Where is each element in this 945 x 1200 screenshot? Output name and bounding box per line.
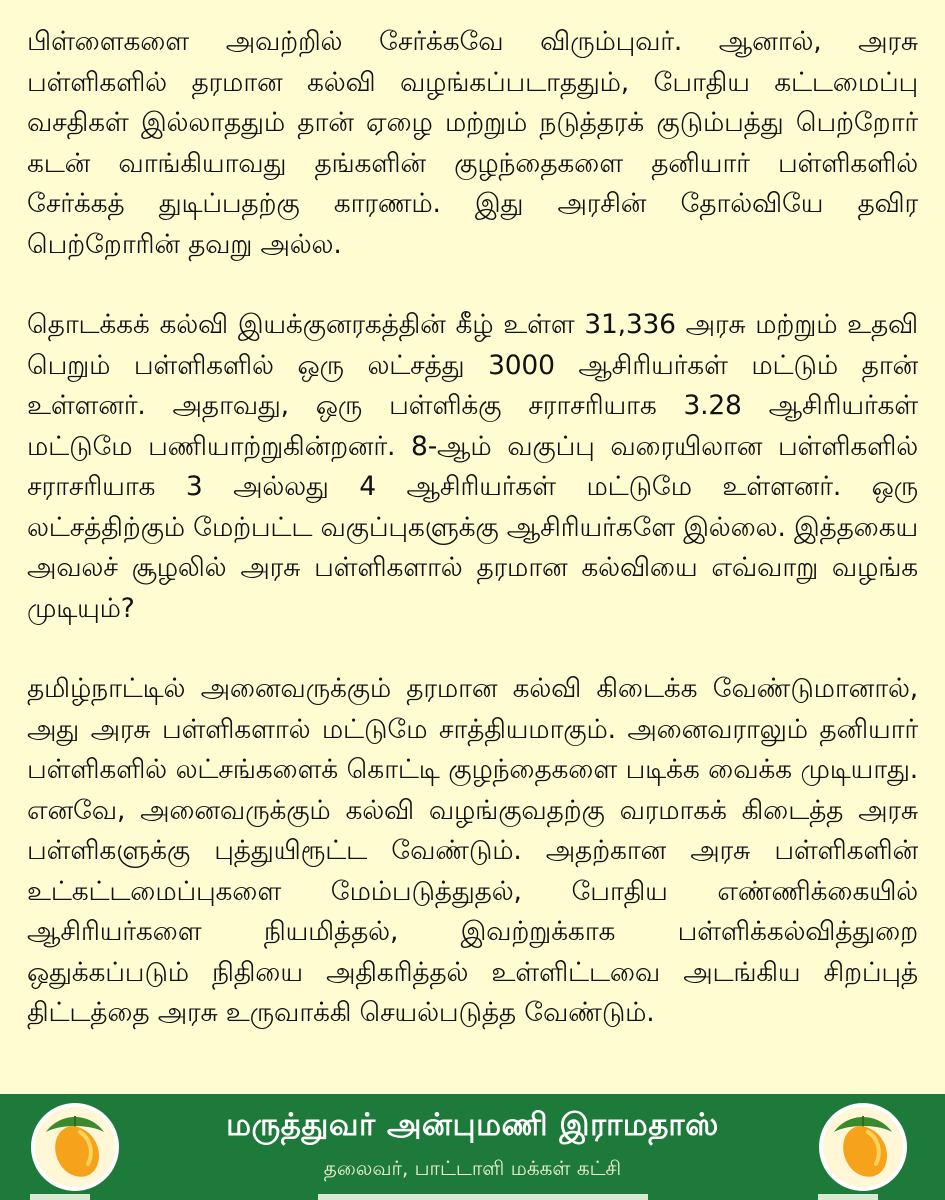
mango-logo-left	[30, 1102, 120, 1192]
article-body	[27, 22, 918, 1034]
signature-footer	[0, 1094, 945, 1200]
mango-icon	[30, 1102, 120, 1192]
paragraph-1: பிள்ளைகளை அவற்றில் சேர்க்கவே விரும்புவர். ஆனால், அரசு பள்ளிகளில் தரமான கல்வி வழங்கப்படாததும், போதிய கட்டமைப்பு வசதிகள் இல்லாததும் தான் ஏழை மற்றும் நடுத்தரக் குடும்பத்து பெற்றோர் கடன் வாங்கியாவது தங்களின் குழந்தைகளை தனியார் பள்ளிகளில் சேர்க்கத் துடிப்பதற்கு காரணம். இது அரசின் தோல்வியே தவிர பெற்றோரின் தவறு அல்ல.	[27, 26, 918, 260]
paragraph-3: தமிழ்நாட்டில் அனைவருக்கும் தரமான கல்வி கிடைக்க வேண்டுமானால், அது அரசு பள்ளிகளால் மட்டுமே சாத்தியமாகும். அனைவராலும் தனியார் பள்ளிகளில் லட்சங்களைக் கொட்டி குழந்தைகளை படிக்க வைக்க முடியாது. எனவே, அனைவருக்கும் கல்வி வழங்குவதற்கு வரமாகக் கிடைத்த அரசு பள்ளிகளுக்கு புத்துயிரூட்ட வேண்டும். அதற்கான அரசு பள்ளிகளின் உட்கட்டமைப்புகளை மேம்படுத்துதல், போதிய எண்ணிக்கையில் ஆசிரியர்களை நியமித்தல், இவற்றுக்காக பள்ளிக்கல்வித்துறை ஒதுக்கப்படும் நிதியை அதிகரித்தல் உள்ளிட்டவை அடங்கிய சிறப்புத் திட்டத்தை அரசு உருவாக்கி செயல்படுத்த வேண்டும்.	[27, 673, 918, 1028]
cropped-footer-text	[0, 1193, 945, 1200]
mango-logo-right	[818, 1102, 908, 1192]
mango-icon	[818, 1102, 908, 1192]
paragraph-2: தொடக்கக் கல்வி இயக்குனரகத்தின் கீழ் உள்ள 31,336 அரசு மற்றும் உதவி பெறும் பள்ளிகளில் ஒரு லட்சத்து 3000 ஆசிரியர்கள் மட்டும் தான் உள்ளனர். அதாவது, ஒரு பள்ளிக்கு சராசரியாக 3.28 ஆசிரியர்கள் மட்டுமே பணியாற்றுகின்றனர். 8-ஆம் வகுப்பு வரையிலான பள்ளிகளில் சராசரியாக 3 அல்லது 4 ஆசிரியர்கள் மட்டுமே உள்ளனர். ஒரு லட்சத்திற்கும் மேற்பட்ட வகுப்புகளுக்கு ஆசிரியர்களே இல்லை. இத்தகைய அவலச் சூழலில் அரசு பள்ளிகளால் தரமான கல்வியை எவ்வாறு வழங்க முடியும்?	[27, 309, 918, 624]
signatory-name: மருத்துவர் அன்புமணி இராமதாஸ்	[226, 1107, 719, 1143]
signatory-title: தலைவர், பாட்டாளி மக்கள் கட்சி	[323, 1156, 622, 1180]
